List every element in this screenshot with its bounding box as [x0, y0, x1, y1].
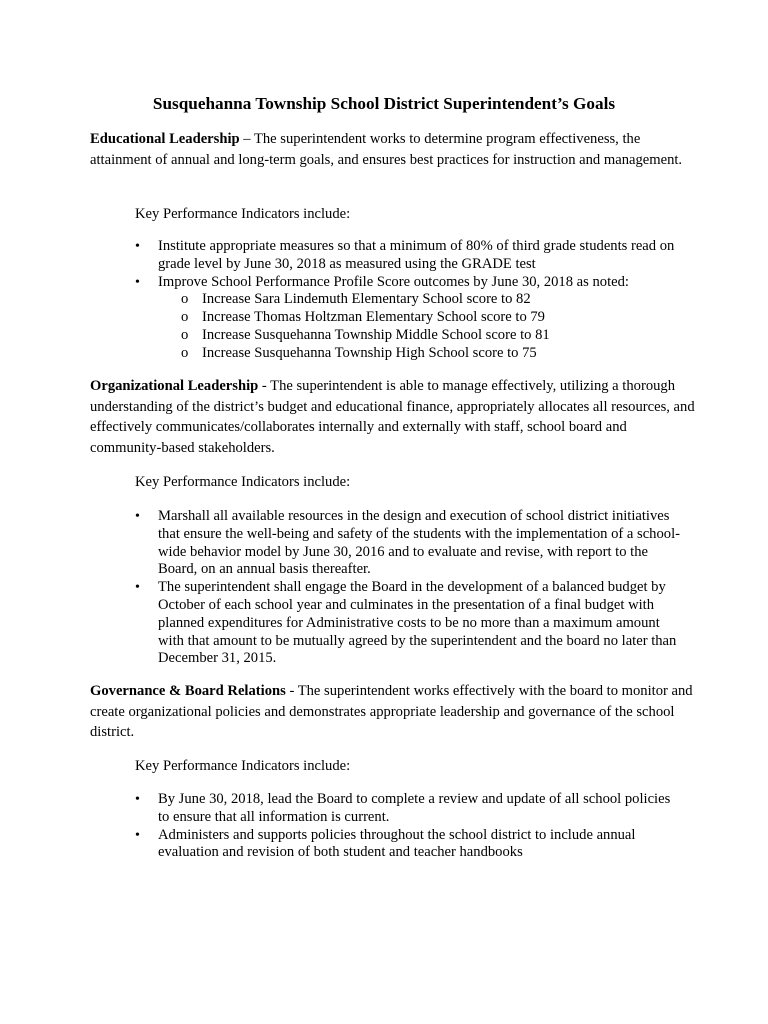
kpi-label: Key Performance Indicators include:: [135, 206, 351, 222]
kpi-list: [135, 791, 680, 862]
section-description: The superintendent works effectively with the board to monitor and create organizational policies and demonstrates appropriate leadership and governance of the school district.: [90, 683, 693, 740]
kpi-subitem: o Increase Thomas Holtzman Elementary School score to 79: [158, 309, 680, 327]
kpi-item-text: Improve School Performance Profile Score outcomes by June 30, 2018 as noted:: [158, 273, 629, 290]
section-governance-paragraph: [90, 681, 700, 743]
section-heading: Governance & Board Relations: [90, 683, 286, 699]
kpi-item: [135, 238, 680, 274]
kpi-label: Key Performance Indicators include:: [135, 474, 351, 490]
section-separator: -: [285, 683, 298, 699]
kpi-subitem: o Increase Susquehanna Township High School score to 75: [158, 345, 680, 363]
kpi-label: Key Performance Indicators include:: [135, 758, 351, 774]
kpi-item: [135, 579, 680, 668]
section-separator: -: [258, 378, 271, 394]
section-organizational-leadership-paragraph: [90, 376, 700, 458]
document-title: Susquehanna Township School District Superintendent’s Goals: [152, 94, 616, 113]
kpi-list: [135, 238, 680, 363]
section-separator: –: [239, 131, 254, 147]
kpi-item-text: The superintendent shall engage the Board in the development of a balanced budget by October of each school year and culminates in the presentation of a final budget with planned expenditures for Administrative costs to be no more than a maximum amount with that amount to be mutually agreed by the superintendent and the board no later than December 31, 2015.: [158, 579, 677, 667]
section-educational-leadership-paragraph: [90, 129, 700, 170]
kpi-item-text: Administers and supports policies throughout the school district to include annual evaluation and revision of both student and teacher handbooks: [158, 826, 636, 861]
kpi-subitem: o Increase Sara Lindemuth Elementary School score to 82: [158, 291, 680, 309]
kpi-item: [135, 508, 680, 579]
section-description: The superintendent works to determine program effectiveness, the attainment of annual and long-term goals, and ensures best practices for instruction and management.: [90, 131, 683, 168]
section-heading: Organizational Leadership: [90, 378, 259, 394]
kpi-list: [135, 508, 680, 668]
kpi-item: [135, 791, 680, 827]
kpi-item-text: By June 30, 2018, lead the Board to complete a review and update of all school policies to ensure that all information is current.: [158, 791, 671, 825]
section-description: The superintendent is able to manage effectively, utilizing a thorough understanding of the district’s budget and educational finance, appropriately allocates all resources, and effectively communicates/collaborates internally and externally with staff, school board and community-based stakeholders.: [90, 378, 695, 456]
kpi-item-text: Institute appropriate measures so that a minimum of 80% of third grade students read on grade level by June 30, 2018 as measured using the GRADE test: [158, 238, 675, 272]
kpi-subitem: o Increase Susquehanna Township Middle School score to 81: [158, 327, 680, 345]
kpi-sublist: [158, 291, 680, 362]
kpi-item: [135, 274, 680, 363]
kpi-item-text: Marshall all available resources in the design and execution of school district initiatives that ensure the well-being and safety of the students with the implementation of a school-wide behavior model by June 30, 2016 and to evaluate and revise, with report to the Board, on an annual basis thereafter.: [158, 508, 680, 578]
kpi-item: [135, 827, 680, 863]
section-heading: Educational Leadership: [90, 131, 240, 147]
